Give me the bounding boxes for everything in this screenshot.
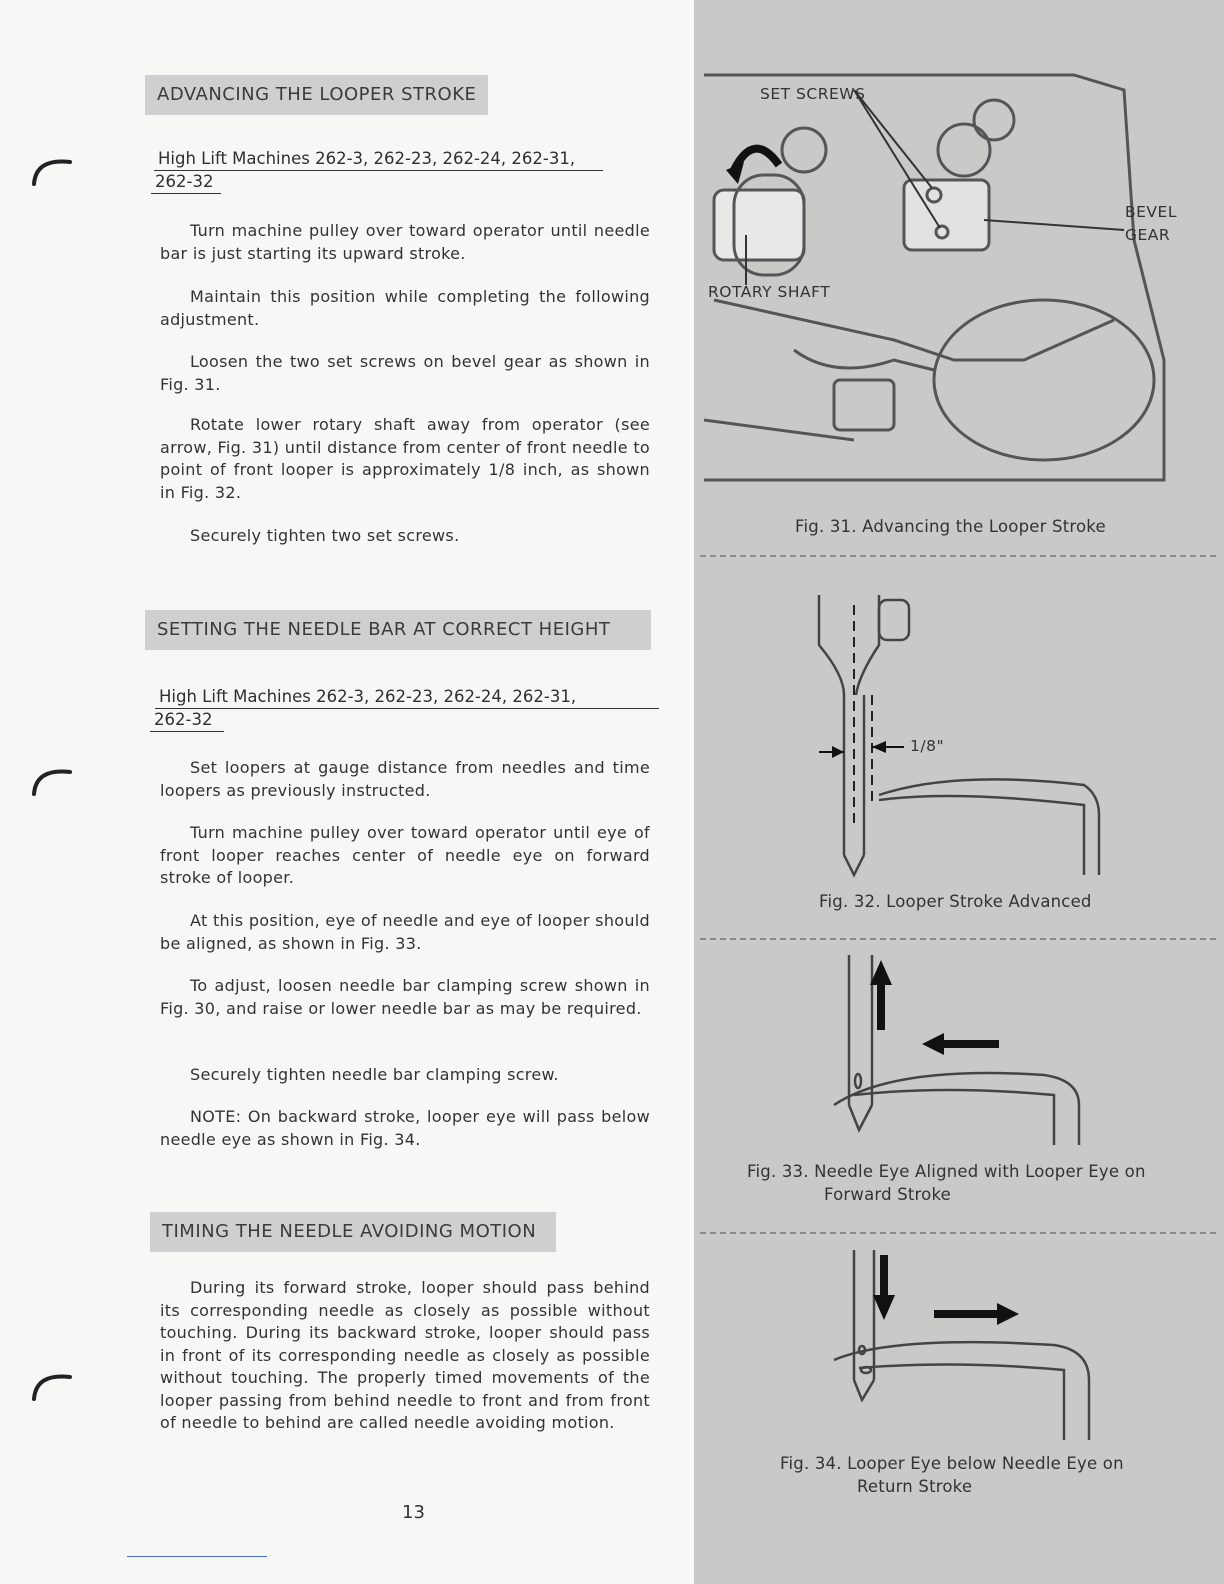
figure-31 bbox=[694, 60, 1224, 536]
binder-hole-mark bbox=[30, 150, 74, 190]
down-arrow-icon bbox=[880, 1255, 888, 1300]
right-arrow-icon bbox=[934, 1310, 1004, 1318]
paragraph: Loosen the two set screws on bevel gear as shown in Fig. 31. bbox=[160, 352, 650, 394]
paragraph: Securely tighten needle bar clamping screw. bbox=[190, 1065, 559, 1084]
figure-32 bbox=[694, 585, 1224, 925]
figure-caption: Fig. 32. Looper Stroke Advanced bbox=[819, 892, 1092, 911]
left-arrow-icon bbox=[939, 1040, 999, 1048]
page-number: 13 bbox=[402, 1502, 425, 1523]
binder-hole-mark bbox=[30, 760, 74, 800]
machine-models-subhead: High Lift Machines 262-3, 262-23, 262-24, 262-31, bbox=[154, 147, 603, 171]
section-heading-advancing-looper-stroke: ADVANCING THE LOOPER STROKE bbox=[145, 75, 488, 115]
figures-panel bbox=[694, 0, 1224, 1584]
figure-34 bbox=[694, 1240, 1224, 1510]
paragraph: Maintain this position while completing the following adjustment. bbox=[160, 287, 650, 329]
paragraph: Turn machine pulley over toward operator until eye of front looper reaches center of needle eye on forward stroke of looper. bbox=[160, 823, 650, 887]
paragraph: At this position, eye of needle and eye of looper should be aligned, as shown in Fig. 33. bbox=[160, 911, 650, 953]
set-screws-label: SET SCREWS bbox=[760, 85, 866, 103]
dimension-label: 1/8" bbox=[910, 737, 945, 755]
looper-eye-below-illustration bbox=[694, 1240, 1224, 1450]
paragraph: Rotate lower rotary shaft away from operator (see arrow, Fig. 31) until distance from center of front needle to point of front looper is approximately 1/8 inch, as shown in Fig. 32. bbox=[160, 415, 650, 502]
machine-models-subhead-cont: 262-32 bbox=[150, 708, 224, 732]
figure-caption: Fig. 34. Looper Eye below Needle Eye on bbox=[780, 1454, 1124, 1473]
paragraph: Turn machine pulley over toward operator until needle bar is just starting its upward stroke. bbox=[160, 221, 650, 263]
figure-caption-cont: Forward Stroke bbox=[824, 1185, 951, 1204]
paragraph: Set loopers at gauge distance from needles and time loopers as previously instructed. bbox=[160, 758, 650, 800]
up-arrow-icon bbox=[877, 980, 885, 1030]
machine-models-subhead: High Lift Machines 262-3, 262-23, 262-24, 262-31, bbox=[155, 685, 659, 709]
divider bbox=[700, 1232, 1216, 1234]
machine-models-subhead-cont: 262-32 bbox=[151, 170, 221, 194]
needle-looper-illustration bbox=[694, 585, 1224, 885]
figure-caption: Fig. 31. Advancing the Looper Stroke bbox=[795, 517, 1106, 536]
rotary-shaft-label: ROTARY SHAFT bbox=[708, 283, 831, 301]
paragraph: During its forward stroke, looper should pass behind its corresponding needle as closely as possible without touching. During its backward stroke, looper should pass in front of its corresponding needle as closely as possible without touching. The properly timed movements of the looper passing from behind needle to front and from front of needle to behind are called needle avoiding motion. bbox=[160, 1278, 650, 1432]
paragraph: NOTE: On backward stroke, looper eye will pass below needle eye as shown in Fig. 34. bbox=[160, 1107, 650, 1149]
binder-hole-mark bbox=[30, 1365, 74, 1405]
figure-33 bbox=[694, 945, 1224, 1215]
figure-caption: Fig. 33. Needle Eye Aligned with Looper Eye on bbox=[747, 1162, 1146, 1181]
divider bbox=[700, 938, 1216, 940]
paragraph: Securely tighten two set screws. bbox=[190, 526, 460, 545]
paragraph: To adjust, loosen needle bar clamping screw shown in Fig. 30, and raise or lower needle bar as may be required. bbox=[160, 976, 650, 1018]
section-heading-needle-avoiding-motion: TIMING THE NEEDLE AVOIDING MOTION bbox=[150, 1212, 556, 1252]
divider bbox=[700, 555, 1216, 557]
footer-rule bbox=[127, 1556, 267, 1557]
gear-label: GEAR bbox=[1125, 226, 1171, 244]
needle-eye-aligned-illustration bbox=[694, 945, 1224, 1155]
section-heading-needle-bar-height: SETTING THE NEEDLE BAR AT CORRECT HEIGHT bbox=[145, 610, 651, 650]
figure-caption-cont: Return Stroke bbox=[857, 1477, 973, 1496]
bevel-label: BEVEL bbox=[1125, 203, 1177, 221]
